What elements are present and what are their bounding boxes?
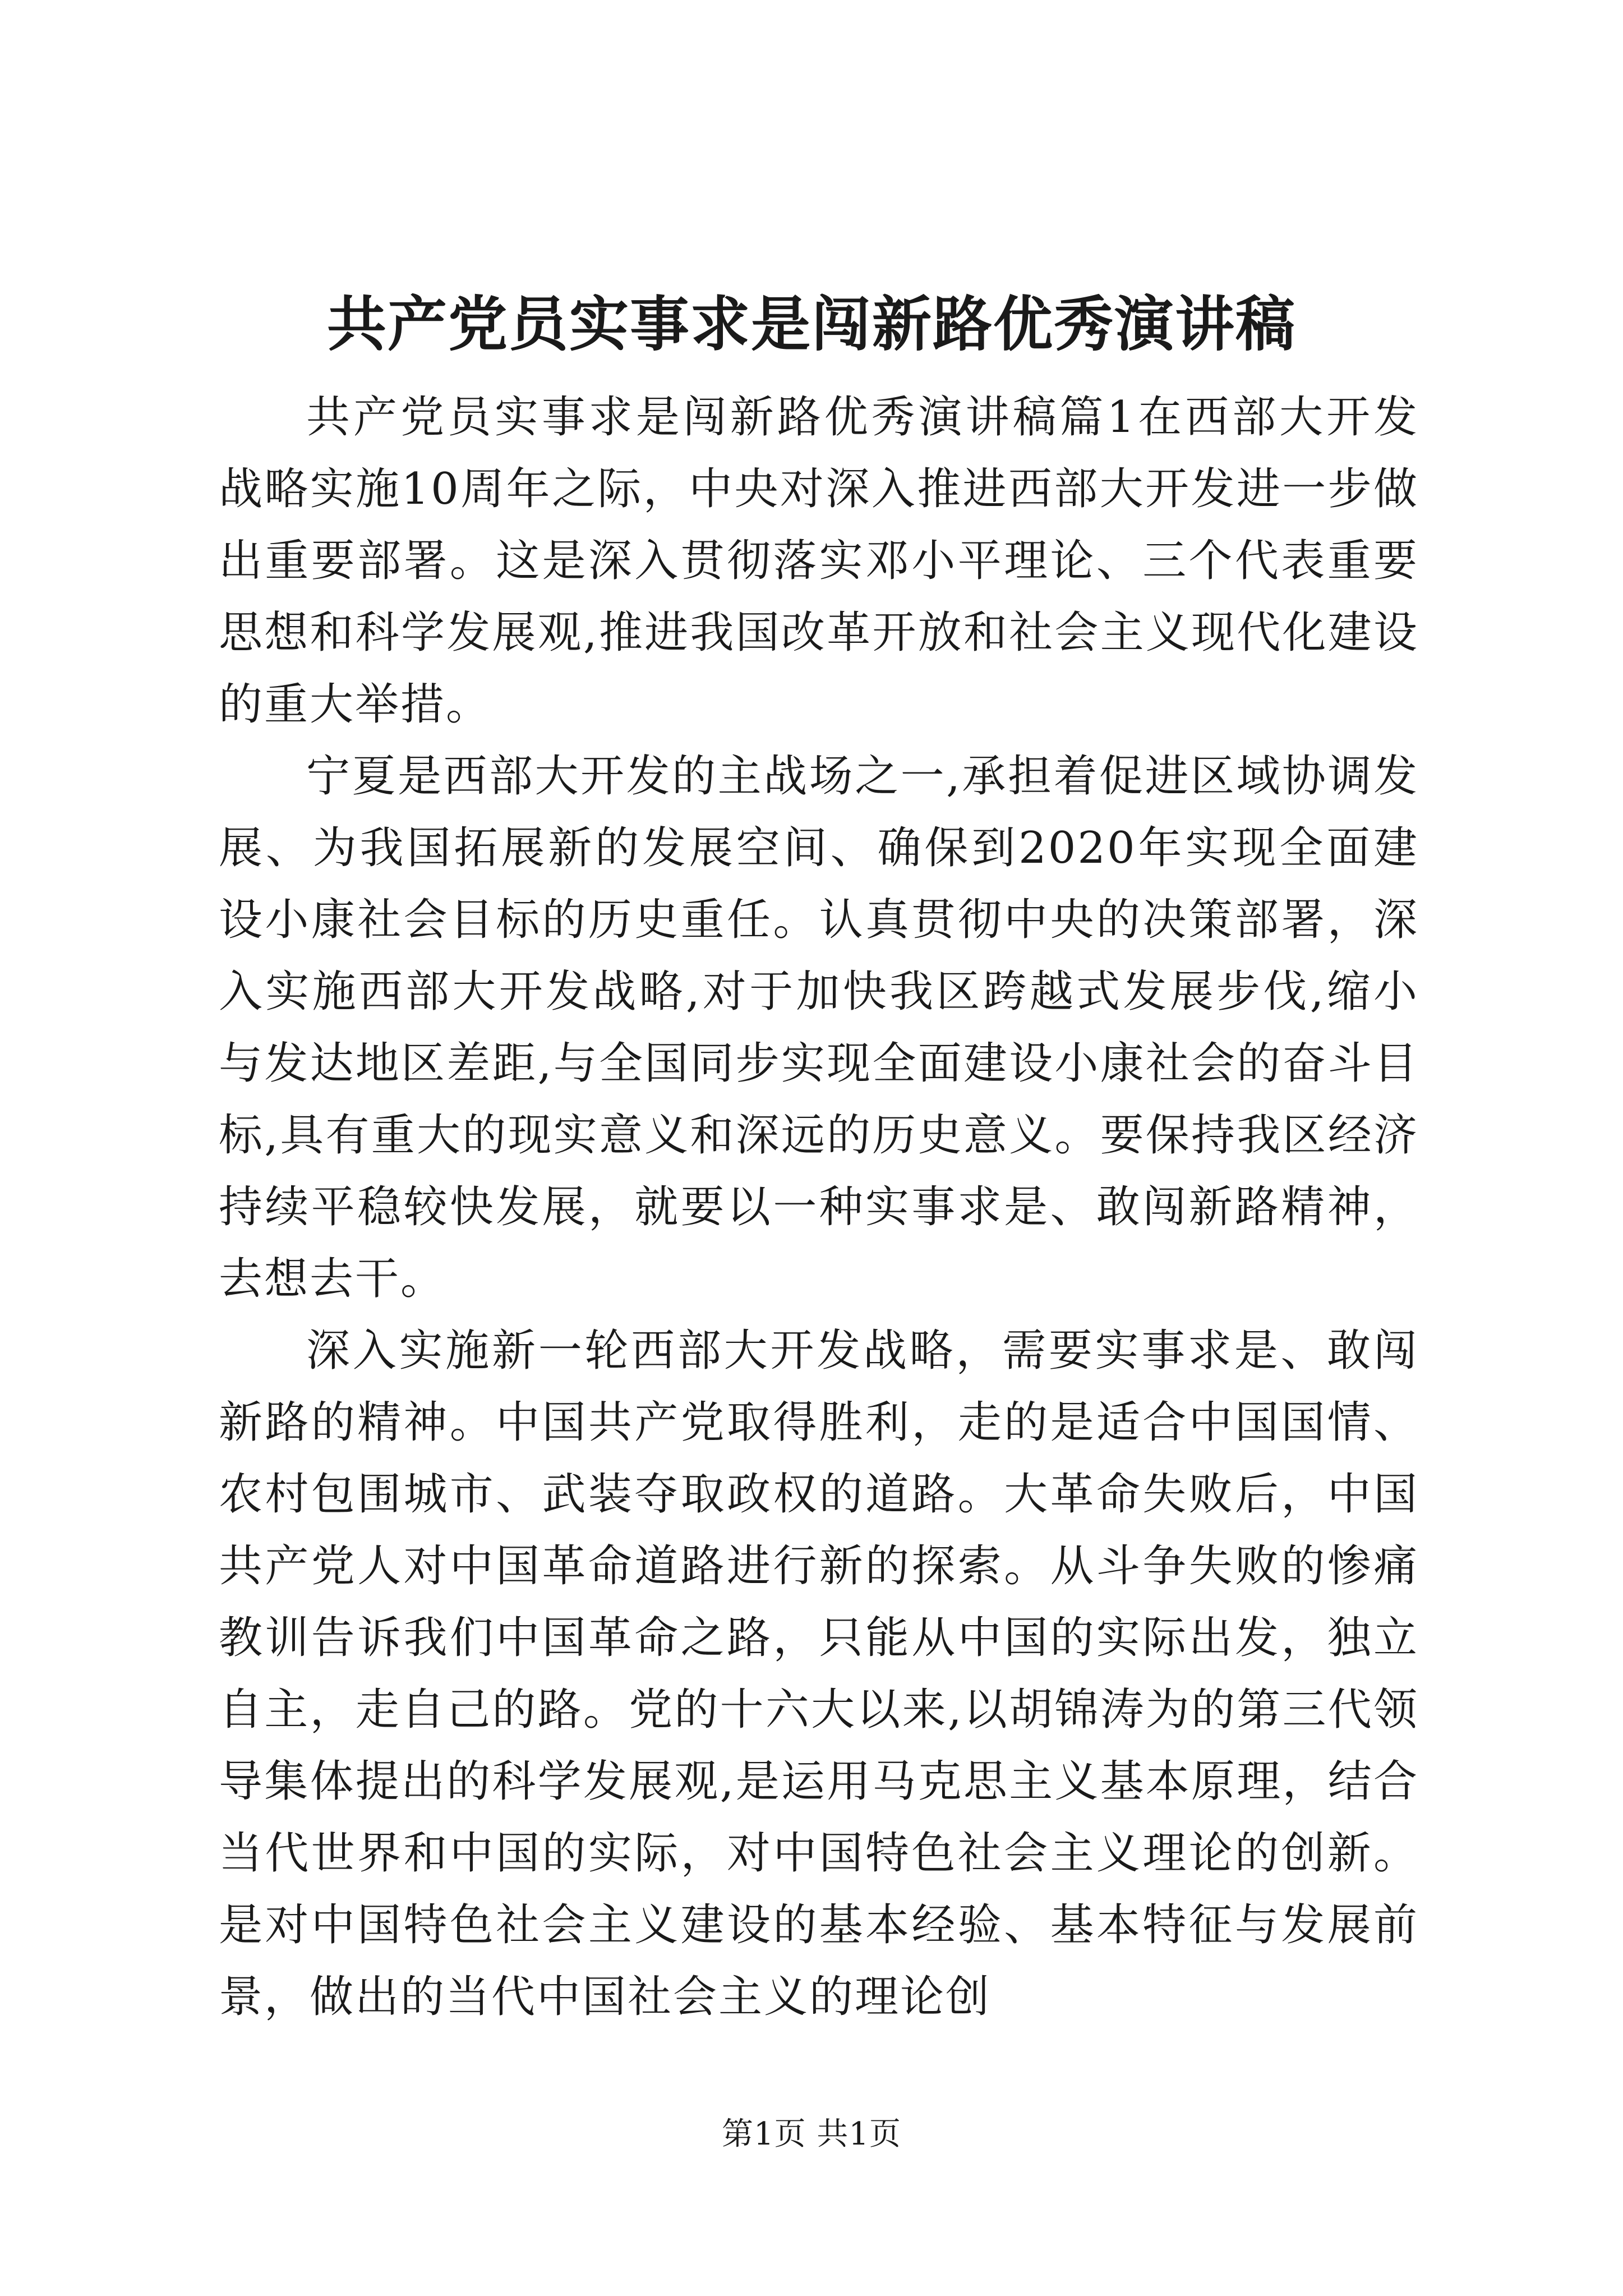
paragraph-1: 共产党员实事求是闯新路优秀演讲稿篇1在西部大开发战略实施10周年之际，中央对深入推进西部大开发进一步做出重要部署。这是深入贯彻落实邓小平理论、三个代表重要思想和科学发展观,推进我国改革开放和社会主义现代化建设的重大举措。 — [219, 392, 1419, 730]
page-footer: 第1页 共1页 — [721, 2116, 902, 2152]
document-body — [219, 381, 1419, 2033]
paragraph-3: 深入实施新一轮西部大开发战略，需要实事求是、敢闯新路的精神。中国共产党取得胜利，走的是适合中国国情、农村包围城市、武装夺取政权的道路。大革命失败后，中国共产党人对中国革命道路进行新的探索。从斗争失败的惨痛教训告诉我们中国革命之路，只能从中国的实际出发，独立自主，走自己的路。党的十六大以来,以胡锦涛为的第三代领导集体提出的科学发展观,是运用马克思主义基本原理，结合当代世界和中国的实际，对中国特色社会主义理论的创新。是对中国特色社会主义建设的基本经验、基本特征与发展前景，做出的当代中国社会主义的理论创 — [219, 1326, 1419, 2022]
document-title: 共产党员实事求是闯新路优秀演讲稿 — [327, 289, 1296, 359]
paragraph-2: 宁夏是西部大开发的主战场之一,承担着促进区域协调发展、为我国拓展新的发展空间、确保到2020年实现全面建设小康社会目标的历史重任。认真贯彻中央的决策部署，深入实施西部大开发战略,对于加快我区跨越式发展步伐,缩小与发达地区差距,与全国同步实现全面建设小康社会的奋斗目标,具有重大的现实意义和深远的历史意义。要保持我区经济持续平稳较快发展，就要以一种实事求是、敢闯新路精神，去想去干。 — [219, 751, 1419, 1304]
